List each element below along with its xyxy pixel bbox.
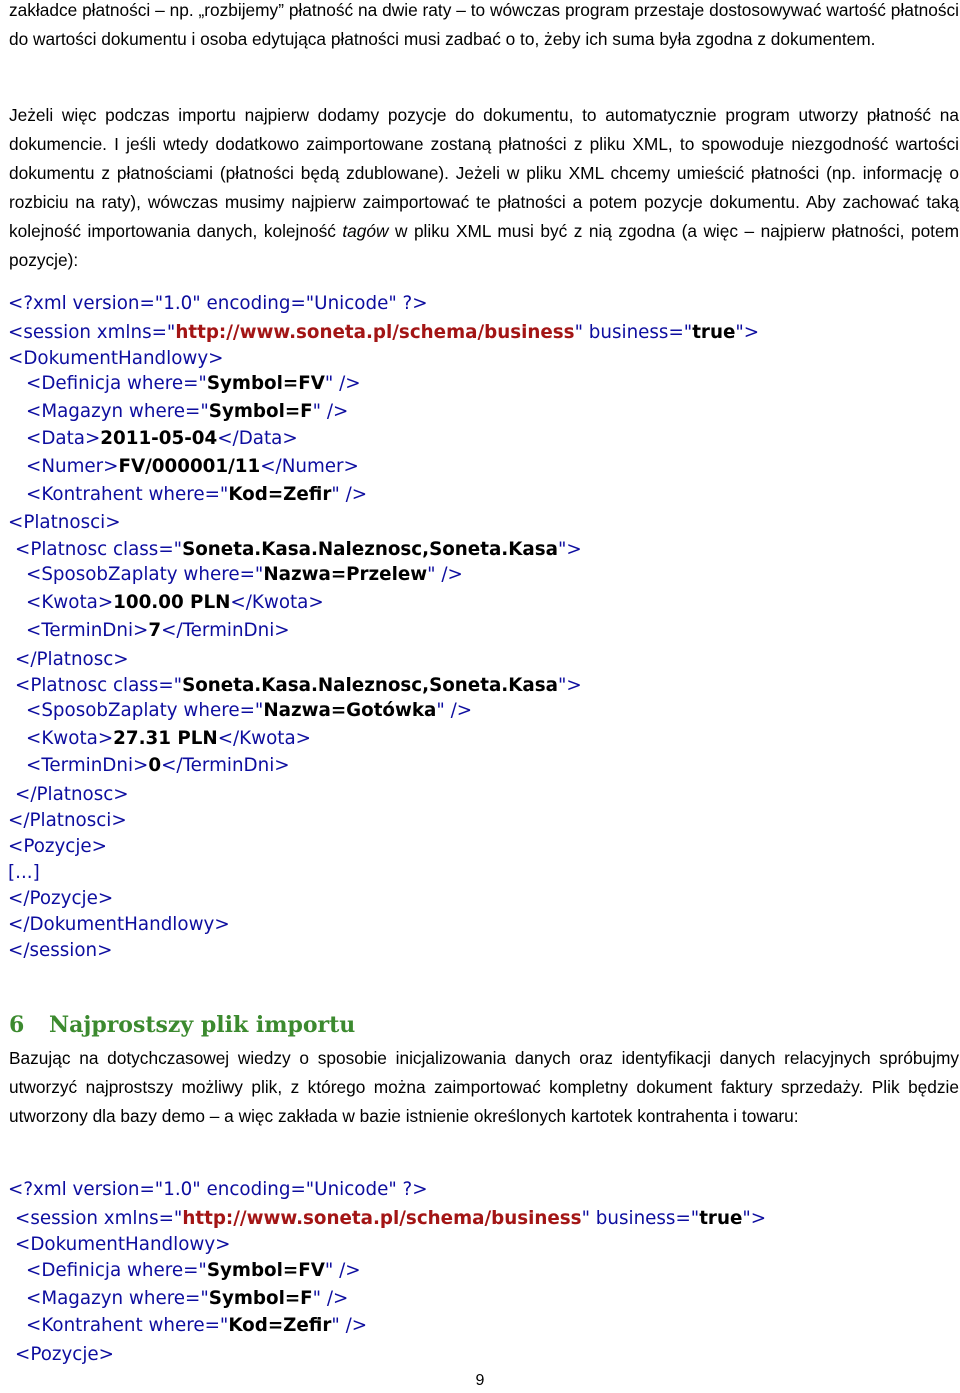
section-heading — [9, 1008, 355, 1042]
xml1-kontrahent: <Kontrahent where="Kod=Zefir" /> — [26, 484, 368, 505]
xml1-data: <Data>2011-05-04</Data> — [26, 428, 298, 449]
xml2-magazyn: <Magazyn where="Symbol=F" /> — [26, 1288, 349, 1309]
xml2-decl: <?xml version="1.0" encoding="Unicode" ?> — [8, 1179, 428, 1200]
xml1-platnosc-2-open: <Platnosc class="Soneta.Kasa.Naleznosc,Soneta.Kasa"> — [15, 675, 582, 696]
xml1-numer: <Numer>FV/000001/11</Numer> — [26, 456, 359, 477]
xml2-definicja: <Definicja where="Symbol=FV" /> — [26, 1260, 361, 1281]
xml1-platnosc-1-sposob: <SposobZaplaty where="Nazwa=Przelew" /> — [26, 564, 463, 585]
xml1-platnosc-2-close: </Platnosc> — [15, 784, 129, 805]
xml2-pozycje-open: <Pozycje> — [15, 1344, 114, 1365]
xml1-session-close: </session> — [8, 940, 113, 961]
xml1-magazyn: <Magazyn where="Symbol=F" /> — [26, 401, 349, 422]
xml1-platnosc-1-close: </Platnosc> — [15, 649, 129, 670]
xml1-platnosc-1-termin: <TerminDni>7</TerminDni> — [26, 620, 290, 641]
intro-p2-text-a: Jeżeli więc podczas importu najpierw dodamy pozycje do dokumentu, to automatycznie program utworzy płatność na dokumencie. I jeśli wtedy dodatkowo zaimportowane zostaną płatności z pliku XML, to spowoduje niezgodność wartości dokumentu z płatnościami (płatności będą zdublowane). Jeżeli w pliku XML chcemy umieścić płatności (np. informację o rozbiciu na raty), wówczas musimy najpierw zaimportować te płatności a potem pozycje dokumentu. Aby zachować taką kolejność importowania danych, kolejność — [9, 105, 959, 241]
xml1-pozycje-close: </Pozycje> — [8, 888, 114, 909]
xml2-kontrahent: <Kontrahent where="Kod=Zefir" /> — [26, 1315, 368, 1336]
page-number: 9 — [475, 1372, 485, 1389]
xml1-session-open: <session xmlns="http://www.soneta.pl/schema/business" business="true"> — [8, 322, 760, 343]
intro-paragraph-2 — [9, 101, 959, 275]
xml1-platnosc-2-termin: <TerminDni>0</TerminDni> — [26, 755, 290, 776]
xml2-session-open: <session xmlns="http://www.soneta.pl/schema/business" business="true"> — [15, 1208, 767, 1229]
xml1-dokument-close: </DokumentHandlowy> — [8, 914, 230, 935]
xml1-platnosc-1-kwota: <Kwota>100.00 PLN</Kwota> — [26, 592, 324, 613]
xml1-platnosci-open: <Platnosci> — [8, 512, 121, 533]
xml1-ellipsis: [...] — [8, 862, 40, 883]
xml1-decl: <?xml version="1.0" encoding="Unicode" ?> — [8, 293, 428, 314]
intro-p2-text-b: w pliku XML musi być z nią zgodna (a więc – najpierw płatności, potem pozycje): — [9, 221, 959, 270]
xml1-dokument-open: <DokumentHandlowy> — [8, 348, 224, 369]
xml1-platnosci-close: </Platnosci> — [8, 810, 127, 831]
xml1-platnosc-2-sposob: <SposobZaplaty where="Nazwa=Gotówka" /> — [26, 700, 473, 721]
xml1-pozycje-open: <Pozycje> — [8, 836, 107, 857]
xml1-definicja: <Definicja where="Symbol=FV" /> — [26, 373, 361, 394]
section-body: Bazując na dotychczasowej wiedzy o sposobie inicjalizowania danych oraz identyfikacji danych relacyjnych spróbujmy utworzyć najprostszy możliwy plik, z którego można zaimportować kompletny dokument faktury sprzedaży. Plik będzie utworzony dla bazy demo – a więc zakłada w bazie istnienie określonych kartotek kontrahenta i towaru: — [9, 1048, 959, 1126]
section-number: 6 — [9, 1012, 25, 1038]
xml1-platnosc-2-kwota: <Kwota>27.31 PLN</Kwota> — [26, 728, 311, 749]
xml1-platnosc-1-open: <Platnosc class="Soneta.Kasa.Naleznosc,Soneta.Kasa"> — [15, 539, 582, 560]
intro-paragraph-1: zakładce płatności – np. „rozbijemy” płatność na dwie raty – to wówczas program przestaje dostosowywać wartość płatności do wartości dokumentu i osoba edytująca płatności musi zadbać o to, żeby ich suma była zgodna z dokumentem. — [9, 0, 959, 49]
section-title: Najprostszy plik importu — [49, 1012, 356, 1038]
xml2-dokument-open: <DokumentHandlowy> — [15, 1234, 231, 1255]
intro-p2-italic: tagów — [342, 221, 389, 241]
